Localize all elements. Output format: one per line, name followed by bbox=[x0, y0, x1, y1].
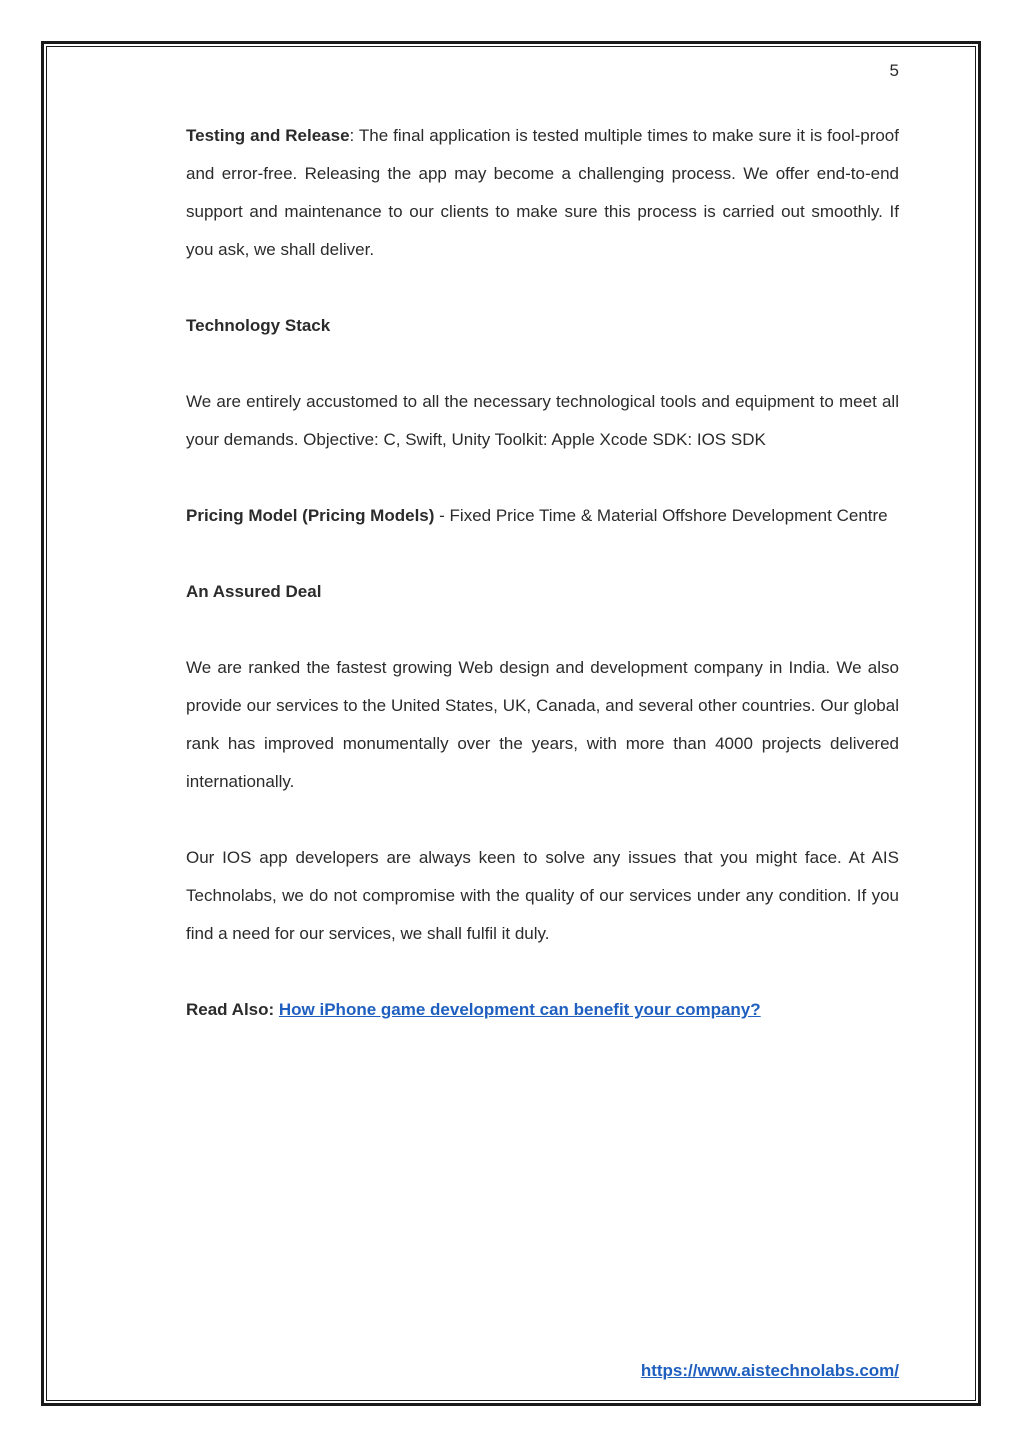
read-also-link[interactable]: How iPhone game development can benefit your company? bbox=[278, 1000, 761, 1019]
read-also-paragraph bbox=[186, 991, 899, 1029]
testing-release-text: : The final application is tested multiple times to make sure it is fool-proof and error-free. Releasing the app may become a challenging process. We offer end-to-end support and maintenance to our clients to make sure this process is carried out smoothly. If you ask, we shall deliver. bbox=[186, 126, 899, 259]
testing-release-heading: Testing and Release bbox=[186, 126, 350, 145]
technology-stack-text: We are entirely accustomed to all the necessary technological tools and equipment to meet all your demands. Objective: C, Swift, Unity Toolkit: Apple Xcode SDK: IOS SDK bbox=[186, 392, 899, 449]
testing-release-paragraph bbox=[186, 117, 899, 269]
document-body bbox=[186, 117, 899, 1029]
read-also-label: Read Also: bbox=[186, 1000, 279, 1019]
pricing-model-text: - Fixed Price Time & Material Offshore Development Centre bbox=[434, 506, 888, 525]
pricing-model-paragraph bbox=[186, 497, 899, 535]
assured-deal-text-1: We are ranked the fastest growing Web design and development company in India. We also provide our services to the United States, UK, Canada, and several other countries. Our global rank has improved monumentally over the years, with more than 4000 projects delivered internationally. bbox=[186, 658, 899, 791]
footer-website-link[interactable]: https://www.aistechnolabs.com/ bbox=[640, 1361, 899, 1380]
pricing-model-heading: Pricing Model (Pricing Models) bbox=[186, 506, 435, 525]
technology-stack-heading: Technology Stack bbox=[186, 316, 331, 335]
assured-deal-text-2: Our IOS app developers are always keen to solve any issues that you might face. At AIS Technolabs, we do not compromise with the quality of our services under any condition. If you find a need for our services, we shall fulfil it duly. bbox=[186, 848, 899, 943]
page-number: 5 bbox=[889, 61, 899, 80]
assured-deal-heading: An Assured Deal bbox=[186, 582, 322, 601]
